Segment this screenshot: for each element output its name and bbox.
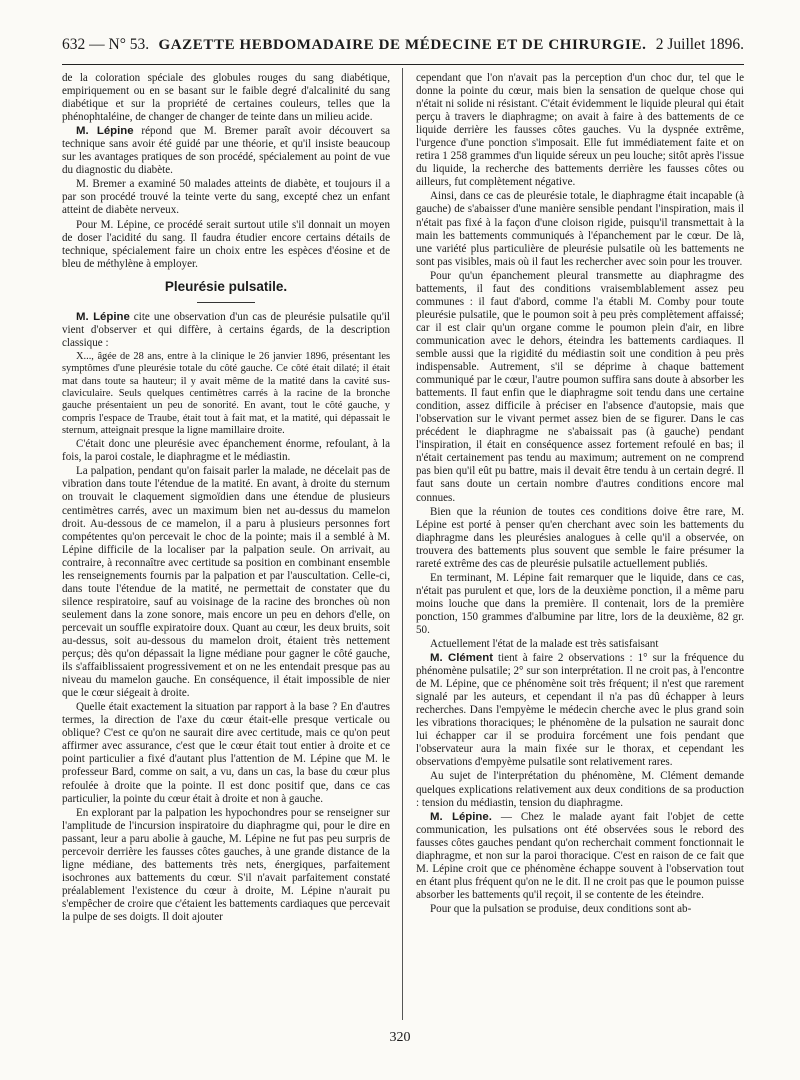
paragraph: La palpation, pendant qu'on faisait parler la malade, ne décelait pas de vibration dans toute l'étendue de la matité. En avant, à droite du sternum on trouvait le claquement sigmoïdien dans une étendue de plusieurs centimètres carrés, avec un maximum bien net au-dessus du mamelon droit. Au-dessous de ce mamelon, il a paru à plusieurs personnes fort compétentes qu'on percevait le choc de la pointe; mais il a semblé à M. Lépine difficile de la localiser par la palpation seule. On arrivait, au contraire, à reconnaître avec certitude sa position en combinant ensemble les renseignements fournis par la palpation et par l'auscultation. Celle-ci, dans toute l'étendue de la matité, ne permettait de constater que du silence respiratoire, sauf au voisinage de la racine des bronches où non seulement dans la zone sonore, mais encore un peu en dehors d'elle, on percevait un souffle expiratoire doux. Quant au cœur, les deux bruits, soit au-dessus, soit au-dessous du mamelon droit, étaient très nettement perçus; dès qu'on dépassait la ligne médiane pour gagner le côté gauche, ils s'affaiblissaient progressivement et on ne les entendait presque pas au niveau du mamelon gauche. En conséquence, il était impossible de nier que le cœur siégeait à droite. (62, 465, 390, 700)
speaker-name: M. Lépine (76, 125, 134, 138)
section-title: Pleurésie pulsatile. (164, 278, 288, 294)
paragraph: de la coloration spéciale des globules rouges du sang diabétique, empiriquement ou en se basant sur le faible degré d'alcalinité du sang diabétique et sur la propriété de certaines couleurs, telles que la phénophtaléine, de changer de changer de teinte dans un milieu acide. (62, 72, 390, 124)
page-number: 632 — N° 53. (62, 36, 150, 53)
section-rule (197, 302, 255, 303)
speaker-name: M. Clément (430, 652, 493, 665)
paragraph (416, 811, 744, 902)
paragraph (62, 311, 390, 350)
folio-number: 320 (389, 1030, 411, 1045)
paragraph: M. Bremer a examiné 50 malades atteints de diabète, et toujours il a par son procédé trouvé la teinte verte du sang, excepté chez un enfant atteint de diabète nerveux. (62, 178, 390, 217)
speaker-name: M. Lépine. (430, 810, 492, 823)
paragraph: cependant que l'on n'avait pas la perception d'un choc dur, tel que le donne la pointe du cœur, mais bien la sensation de quelque chose qui n'était ni solide ni résistant. C'était évidemment le liquide pleural qui était perçu à travers le diaphragme; on avait à faire à des battements de ce liquide derrière les fausses côtes gauches. Vu la dyspnée extrême, l'urgence d'une ponction s'imposait. Elle fut immédiatement faite et on retira 1 258 grammes d'un liquide séreux un peu louche; sitôt après l'issue du liquide, la recherche des battements derrière les fausses côtes ou ailleurs, fut complètement négative. (416, 72, 744, 189)
paragraph-text: tient à faire 2 observations : 1° sur la fréquence du phénomène pulsatile; 2° sur son interprétation. Il ne croit pas, à l'encontre de M. Lépine, que ce phénomène soit très fréquent; il n'est que rarement signalé par les auteurs, et cependant il n'a pas dû échapper à leurs recherches. Dans l'empyème le médecin cherche avec le plus grand soin les vibrations thoraciques; le phénomène de la pulsation ne saurait donc lui échapper car il se produira forcément une fois pendant que l'observateur aura la main fixée sur le thorax, et cependant les observations d'empyème pulsatile sont relativement rares. (416, 652, 744, 769)
paragraph: C'était donc une pleurésie avec épanchement énorme, refoulant, à la fois, la paroi costale, le diaphragme et le médiastin. (62, 438, 390, 464)
paragraph (62, 125, 390, 177)
case-observation: X..., âgée de 28 ans, entre à la clinique le 26 janvier 1896, présentant les symptômes d'une pleurésie totale du côté gauche. Ce côté était dilaté; il était mat dans toute sa hauteur; il y avait même de la matité dans la cavité sus-claviculaire. Seuls quelques centimètres carrés à la racine de la bronche gauche présentaient un peu de sonorité. En avant, tout le côté gauche, y compris l'espace de Traube, était tout à fait mat, et la matité, qui dépassait le sternum, atteignait presque la ligne mamillaire droite. (62, 350, 390, 436)
paragraph: Bien que la réunion de toutes ces conditions doive être rare, M. Lépine est porté à penser qu'en cherchant avec soin les battements du diaphragme dans les pleurésies analogues à celle qu'il a observée, on trouvera des battements plus souvent que semble le faire présumer la rareté extrême des cas de pleurésie pulsatile actuellement publiés. (416, 505, 744, 570)
right-column (416, 72, 744, 1020)
speaker-name: M. Lépine (76, 310, 130, 323)
column-divider (402, 68, 403, 1020)
issue-date: 2 Juillet 1896. (655, 36, 744, 53)
header-rule (62, 64, 744, 65)
paragraph-text: — Chez le malade ayant fait l'objet de cette communication, les pulsations ont été observées sous le rebord des fausses côtes gauches pendant qu'on recherchait comment fonctionnait le diaphragme, et non sur la paroi thoracique. C'est en raison de ce fait que M. Lépine croit que ce phénomène échappe souvent à l'observation tout en étant plus fréquent qu'on ne le dit. Il ne croit pas que le poumon puisse absorber les battements qu'il reçoit, il se contente de les éteindre. (416, 810, 744, 901)
journal-title: GAZETTE HEBDOMADAIRE DE MÉDECINE ET DE CHIRURGIE. (158, 37, 647, 53)
paragraph (416, 652, 744, 769)
left-column (62, 72, 390, 1020)
paragraph: Actuellement l'état de la malade est très satisfaisant (430, 638, 659, 651)
paragraph: Au sujet de l'interprétation du phénomène, M. Clément demande quelques explications relativement aux deux conditions de sa production : tension du médiastin, tension du diaphragme. (416, 770, 744, 809)
paragraph: Ainsi, dans ce cas de pleurésie totale, le diaphragme était incapable (à gauche) de s'abaisser d'une manière sensible pendant l'inspiration, mais il n'était pas fixé à la façon d'une cloison rigide, puisqu'il transmettait à la main les battements communiqués à l'épanchement par le cœur. De là, une variété plus particulière de pleurésie pulsatile où les battements ne sont pas visibles, mais où il faut les rechercher avec soin pour les trouver. (416, 190, 744, 268)
running-header (62, 36, 744, 60)
paragraph: En explorant par la palpation les hypochondres pour se renseigner sur l'amplitude de l'incursion inspiratoire du diaphragme qui, pour le dire en passant, leur a paru abolie à gauche, M. Lépine ne fut pas peu surpris de percevoir derrière les fausses côtes gauches, à une grande distance de la ligne médiane, des battements très nets, énergiques, parfaitement isochrones aux battements du cœur. S'il n'avait parfaitement constaté préalablement l'existence du cœur à droite, M. Lépine n'aurait pu s'empêcher de croire que c'étaient les battements cardiaques que percevait la pulpe de ses doigts. Il doit ajouter (62, 806, 390, 923)
paragraph: En terminant, M. Lépine fait remarquer que le liquide, dans ce cas, n'était pas purulent et que, lors de la deuxième ponction, il a même paru moins louche que dans la première. Il contenait, lors de la première ponction, 150 grammes d'albumine par litre, lors de la deuxième, 82 gr. 50. (416, 571, 744, 636)
paragraph: Pour que la pulsation se produise, deux conditions sont ab- (430, 902, 692, 915)
paragraph: Quelle était exactement la situation par rapport à la base ? En d'autres termes, la direction de l'axe du cœur était-elle presque verticale ou oblique? C'est ce qu'on ne saurait dire avec certitude, mais ce qu'on peut affirmer avec assurance, c'est que le cœur était tout entier à droite et ce point particulier a fixé d'autant plus l'attention de M. Lépine que M. le professeur Bard, comme on sait, a vu, dans un cas, la base du cœur plus refoulée à droite que la pointe. Il est donc positif que, dans ce cas particulier, la pointe du cœur était à droite et non à gauche. (62, 701, 390, 805)
paragraph: Pour M. Lépine, ce procédé serait surtout utile s'il donnait un moyen de doser l'acidité du sang. Il faudra étudier encore certains détails de technique, spécialement faire un choix entre les espèces d'éosine et de bleu de méthylène à employer. (62, 218, 390, 270)
paragraph: Pour qu'un épanchement pleural transmette au diaphragme des battements, il faut des conditions vraisemblablement assez peu communes : il faut d'abord, comme l'a établi M. Comby pour toute pleurésie pulsatile, que le poumon soit à peu près complètement affaissé; car il est clair qu'un organe comme le poumon plein d'air, en libre communication avec le dehors, éteindra les battements cardiaques. Il semble aussi que la rigidité du médiastin soit une condition à peu près indispensable. Autrement, s'il se déprime à chaque battement communiqué par le cœur, l'autre poumon suffira sans doute à absorber les battements. Il faut enfin que le diaphragme soit tendu dans une certaine condition, assez difficile à préciser en l'absence d'autopsie, mais que l'observation sur le vivant permet assez bien de se figurer. Dans le cas précédent le diaphragme ne s'abaissait pas (à gauche) pendant l'inspiration, il était en conséquence assez fortement refoulé en bas; il n'était certainement pas tendu au maximum; autrement on ne comprend pas bien qu'il eût pu battre, mais il devait être tendu à un certain degré. Il faut sans doute un certain nombre d'autres conditions encore mal connues. (416, 269, 744, 504)
paragraph-text: répond que M. Bremer paraît avoir découvert sa technique sans avoir été guidé par une théorie, et qu'il insiste beaucoup sur les avantages pratiques de son procédé, spécialement au point de vue du diagnostic du diabète. (62, 125, 390, 177)
paragraph-text: cite une observation d'un cas de pleurésie pulsatile qu'il vient d'observer et qui diffère, à certains égards, de la description classique : (62, 310, 390, 349)
